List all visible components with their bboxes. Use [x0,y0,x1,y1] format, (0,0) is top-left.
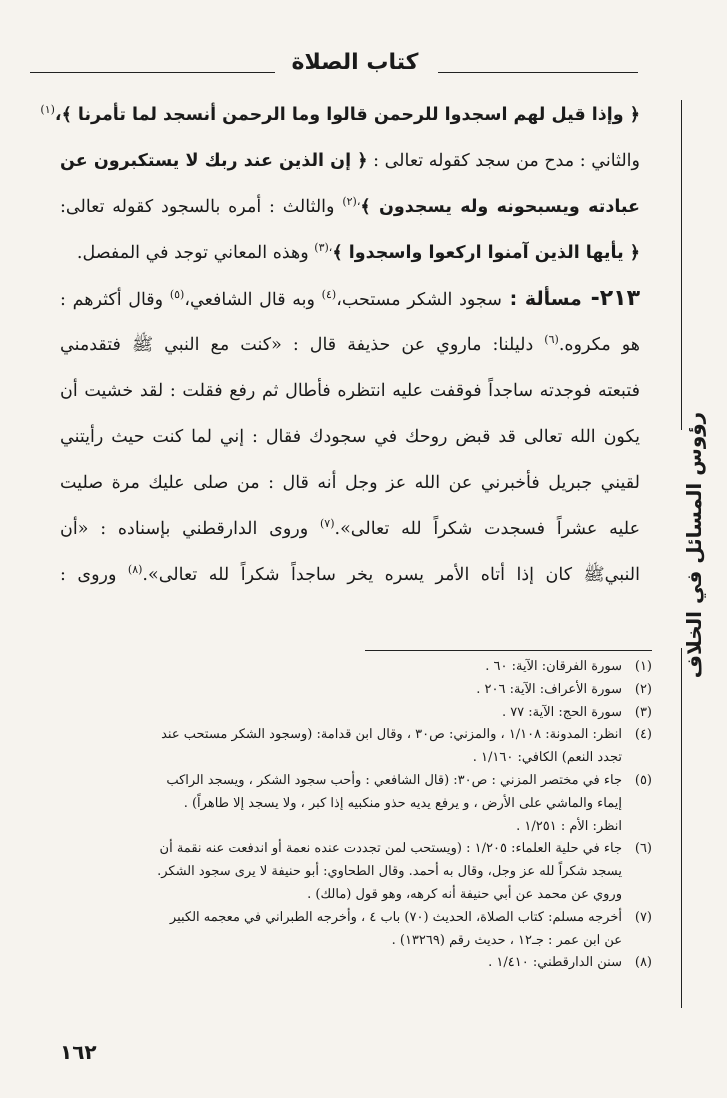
body-line [60,368,640,414]
footnote-text: انظر: المدونة: ١/١٠٨ ، والمزني: ص٣٠ ، وقال ابن قدامة: (وسجود الشكر مستحب عند [161,727,622,743]
quran-verse: ﴿ وإذا قيل لهم اسجدوا للرحمن قالوا وما الرحمن أنسجد لما تأمرنا ﴾، [54,105,640,125]
footnote-text: أخرجه مسلم: كتاب الصلاة، الحديث (٧٠) باب ٤ ، وأخرجه الطبراني في معجمه الكبير [169,909,622,925]
body-text-run: وروى : [60,565,128,585]
footnote-number: (٢) [634,681,652,697]
body-line [60,414,640,460]
body-text-run: عليه عشراً فسجدت شكراً لله تعالى». [334,519,641,539]
body-text-run: وهذه المعاني توجد في المفصل. [76,243,315,263]
footnote [60,770,652,838]
footnote-marker[interactable]: (٥) [169,288,185,302]
footnote-number: (٤) [634,727,652,743]
footnote-text: سنن الدارقطني: ١/٤١٠ . [488,955,622,971]
footnote-marker[interactable]: (٨) [127,563,143,577]
footnote-marker[interactable]: ،(٣) [314,241,333,255]
footnote-marker[interactable]: (٧) [320,517,335,531]
footnote-text: جاء في حلية العلماء: ١/٢٠٥ : (ويستحب لمن تجددت عنده نعمة أو اندفعت عنه نقمة أن [159,841,622,857]
body-text-run: وقال أكثرهم : [60,290,170,310]
issue-label: مسألة : [501,288,582,310]
footnote-marker[interactable]: (٦) [544,333,559,347]
body-text [40,92,641,598]
footnote-number: (١) [634,659,652,674]
body-line [40,92,640,138]
footnote [60,952,652,975]
footnotes [60,656,652,975]
footnote [60,724,652,770]
footnote-text: سورة الأعراف: الآية: ٢٠٦ . [476,681,622,697]
chapter-title: كتاب الصلاة [291,50,419,75]
body-text-run: فتبعته فوجدته ساجداً فوقفت عليه انتظره فأطال ثم رفع فقلت : لقد خشيت أن [60,381,640,401]
body-line [60,230,640,276]
footnote [60,679,652,702]
footnote-marker[interactable]: (٤) [321,288,337,302]
body-text-run: النبيﷺ كان إذا أتاه الأمر يسره يخر ساجداً شكراً لله تعالى». [142,565,640,585]
quran-verse: عبادته ويسبحونه وله يسجدون ﴾ [360,197,640,217]
footnote-text: عن ابن عمر : جـ١٢ ، حديث رقم (١٣٢٦٩) . [391,932,622,948]
body-line [60,184,640,230]
side-rule-bottom [681,648,682,1008]
body-text-run: يكون الله تعالى قد قبض روحك في سجودك فقال : إني لما كنت حيث رأيتني [60,427,640,447]
body-text-run: والثاني : مدح من سجد كقوله تعالى : [367,151,640,171]
footnote-number: (٣) [634,704,652,720]
footnote-text: سورة الحج: الآية: ٧٧ . [501,704,622,720]
body-line [60,460,640,506]
header-rule-right [438,72,638,73]
quran-verse: ﴿ يأيها الذين آمنوا اركعوا واسجدوا ﴾ [332,243,640,263]
quran-verse: ﴿ إن الذين عند ربك لا يستكبرون عن [60,151,368,171]
body-line [60,322,640,368]
body-text-run: وروى الدارقطني بإسناده : «أن [60,519,320,539]
footnote-text: سورة الفرقان: الآية: ٦٠ . [485,659,622,674]
body-line [60,138,640,184]
page-number: ١٦٢ [60,1040,97,1064]
footnote-text: جاء في مختصر المزني : ص٣٠: (قال الشافعي : وأحب سجود الشكر ، ويسجد الراكب [166,772,622,788]
issue-number: ٢١٣- [581,286,641,311]
footnote [60,838,652,906]
body-line [60,276,640,322]
footnote [60,907,652,953]
footnote-marker[interactable]: ،(٢) [342,195,361,209]
footnote-marker[interactable]: (١) [40,103,55,117]
footnote-text: انظر: الأم : ١/٢٥١ . [516,818,622,834]
body-text-run: والثالث : أمره بالسجود كقوله تعالى: [60,197,343,217]
footnote [60,656,652,679]
body-text-run: دليلنا: ماروي عن حذيفة قال : «كنت مع النبي ﷺ فتقدمني [60,335,545,355]
body-text-run: هو مكروه. [558,335,641,355]
body-text-run: وبه قال الشافعي، [184,290,322,310]
body-line [60,506,640,552]
footnote-number: (٥) [634,772,652,788]
side-rule-top [681,100,682,430]
side-running-title: رؤوس المسائل في الخلاف [682,411,706,679]
footnote-number: (٦) [634,841,652,857]
footnote-text: وروي عن محمد عن أبي حنيفة أنه كرهه، وهو قول (مالك) . [307,886,622,902]
body-line [60,552,640,598]
footnote-number: (٧) [634,909,652,925]
footnote-text: يسجد شكراً لله عز وجل، وقال به أحمد. وقال الطحاوي: أبو حنيفة لا يرى سجود الشكر. [157,864,622,880]
header-rule-left [30,72,275,73]
footnote-rule [365,650,652,651]
body-text-run: سجود الشكر مستحب، [336,290,502,310]
footnote-text: إيماء والماشي على الأرض ، و يرفع يديه حذو منكبيه إذا كبر ، ولا يسجد إلا طاهراً) . [183,795,622,811]
body-text-run: لقيني جبريل فأخبرني عن الله عز وجل أنه قال : من صلى عليك مرة صليت [60,473,640,493]
footnote-number: (٨) [634,955,652,971]
footnote [60,702,652,725]
footnote-text: تجدد النعم) الكافي: ١/١٦٠ . [472,750,622,766]
